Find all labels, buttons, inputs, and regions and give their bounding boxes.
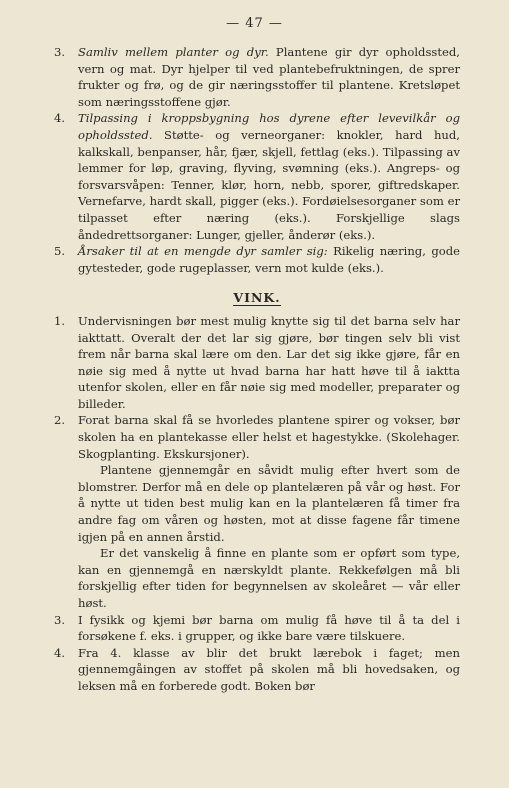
list-item xyxy=(54,44,460,110)
item-title: Tilpassing i kroppsbygning hos dyrene efter levevilkår og opholdssted. xyxy=(78,111,460,142)
list-item xyxy=(54,645,460,695)
paragraph: Forat barna skal få se hvorledes plantene spirer og vokser, bør skolen ha en plantekasse eller helst et hagestykke. (Skolehager. Skogplanting. Ekskursjoner). xyxy=(78,413,460,461)
page-body xyxy=(54,44,460,695)
item-number: 1. xyxy=(54,313,66,328)
item-text xyxy=(78,110,460,243)
section-heading-text: VINK. xyxy=(233,290,281,306)
list-item xyxy=(54,612,460,645)
item-title: Årsaker til at en mengde dyr samler sig: xyxy=(78,244,328,259)
paragraph: Er det vanskelig å finne en plante som er opført som type, kan en gjennemgå en nærskyldt plante. Rekkefølgen må bli forskjellig efter tiden for begynnelsen av skoleåret — vår eller høst. xyxy=(78,546,460,610)
item-text xyxy=(78,44,460,110)
item-body: Støtte- og verneorganer: knokler, hard hud, kalkskall, benpanser, hår, fjær, skjell, fettlag (eks.). Tilpassing av lemmer for løp, graving, flyving, svømning (eks.). Angreps- og forsvarsvåpen: Tenner, klør, horn, nebb, sporer, giftredskaper. Vernefarve, hardt skall, pigger (eks.). Fordøielsesorganer som er tilpasset efter næring (eks.). Forskjellige slags åndedrettsorganer: Lunger, gjeller, ånderør (eks.). xyxy=(78,127,460,242)
page-number: — 47 — xyxy=(226,16,283,31)
section-heading xyxy=(54,290,460,307)
item-number: 3. xyxy=(54,45,66,59)
paragraph: Undervisningen bør mest mulig knytte sig til det barna selv har iakttatt. Overalt der det lar sig gjøre, bør tingen selv bli vist frem når barna skal lære om den. Lar det sig ikke gjøre, får en nøie sig med å nytte ut hvad barna har hatt høve til å iaktta utenfor skolen, eller en får nøie sig med modeller, preparater og billeder. xyxy=(78,313,460,411)
item-number: 5. xyxy=(54,244,66,259)
item-number: 4. xyxy=(54,645,66,660)
list-item xyxy=(54,110,460,243)
paragraph: I fysikk og kjemi bør barna om mulig få høve til å ta del i forsøkene f. eks. i grupper, og ikke bare være tilskuere. xyxy=(78,612,460,644)
item-body: Plantene gir dyr opholdssted, vern og mat. Dyr hjelper til ved plantebefruktningen, de sprer frukter og frø, og de gir næringsstoffer til plantene. Kretsløpet som næringsstoffene gjør. xyxy=(78,45,460,109)
list-item xyxy=(54,243,460,276)
item-number: 2. xyxy=(54,413,66,428)
item-number: 4. xyxy=(54,111,66,126)
paragraph: Fra 4. klasse av blir det brukt lærebok i faget; men gjennemgåingen av stoffet på skolen må bli hovedsaken, og leksen må en forberede godt. Boken bør xyxy=(78,645,460,693)
item-text xyxy=(78,243,460,276)
item-title: Samliv mellem planter og dyr. xyxy=(78,45,269,59)
list-item xyxy=(54,313,460,413)
list-item xyxy=(54,412,460,611)
paragraph: Plantene gjennemgår en såvidt mulig efter hvert som de blomstrer. Derfor må en dele op plantelæren på vår og høst. For å nytte ut tiden best mulig kan en la plantelæren få timer fra andre fag om våren og høsten, mot at disse fagene får timene igjen på en annen årstid. xyxy=(78,463,460,544)
item-body: Rikelig næring, gode gytesteder, gode rugeplasser, vern mot kulde (eks.). xyxy=(78,244,461,275)
item-number: 3. xyxy=(54,612,66,627)
